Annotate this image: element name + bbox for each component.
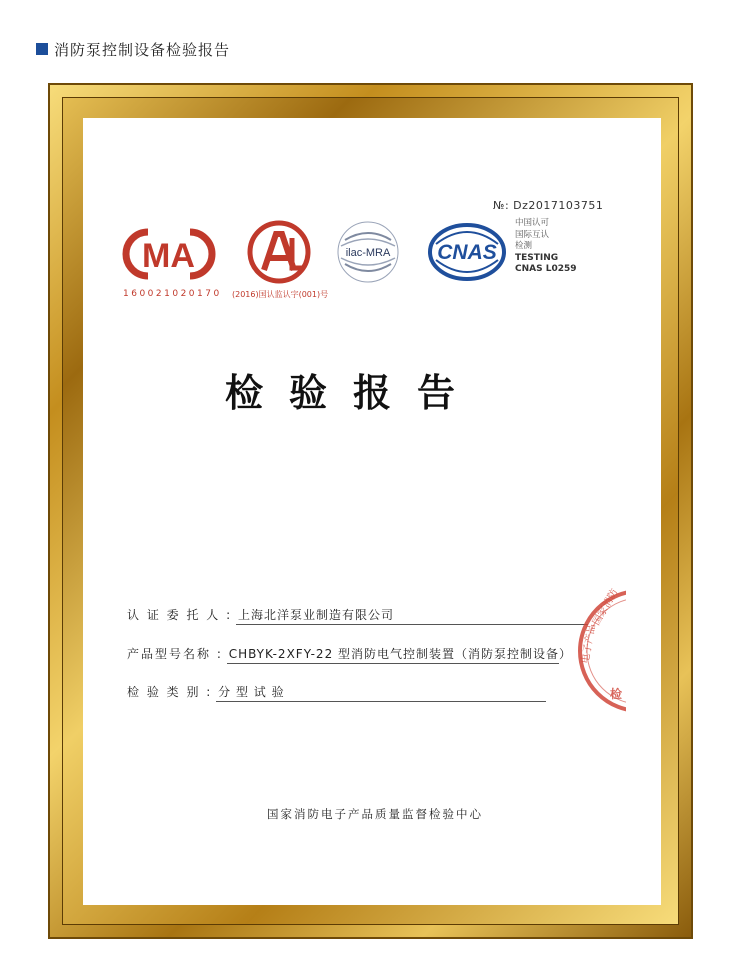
heading-text: 消防泵控制设备检验报告 (54, 40, 231, 59)
ilac-mra-logo-icon (331, 220, 405, 284)
cnas-accreditation-text: 中国认可 国际互认 检测 TESTING CNAS L0259 (515, 218, 577, 274)
report-title: 检验报告 (225, 370, 482, 415)
svg-text:电子产品: 电子产品 (580, 623, 598, 665)
page-heading (36, 39, 230, 59)
field-client-value: 上海北洋泵业制造有限公司 (236, 606, 588, 625)
field-test-type-label: 检 验 类 别 : (127, 685, 213, 699)
field-product-label: 产品型号名称 : (127, 647, 223, 661)
field-test-type (127, 683, 546, 702)
field-product-value: CHBYK-2XFY-22 型消防电气控制装置（消防泵控制设备） (227, 645, 559, 664)
cma-logo-text: MA (142, 237, 195, 275)
field-test-type-value: 分 型 试 验 (216, 683, 546, 702)
official-seal-icon (570, 586, 626, 716)
cal-caption: (2016)国认监认字(001)号 (232, 290, 329, 299)
report-number: №: Dz2017103751 (493, 199, 604, 212)
field-product (127, 645, 573, 664)
ilac-logo-text: ilac-MRA (345, 247, 391, 259)
cnas-logo-text: CNAS (437, 241, 497, 264)
field-client-label: 认 证 委 托 人 : (127, 608, 233, 622)
cma-logo-icon (118, 226, 220, 282)
heading-square-icon (36, 43, 48, 55)
cal-logo-icon (242, 220, 316, 284)
svg-text:国家消防: 国家消防 (591, 587, 621, 628)
svg-text:检: 检 (610, 687, 623, 701)
cma-number: 160021020170 (123, 289, 222, 299)
issuer-name: 国家消防电子产品质量监督检验中心 (267, 807, 483, 821)
field-client (127, 606, 588, 625)
cnas-logo-icon (426, 222, 508, 282)
